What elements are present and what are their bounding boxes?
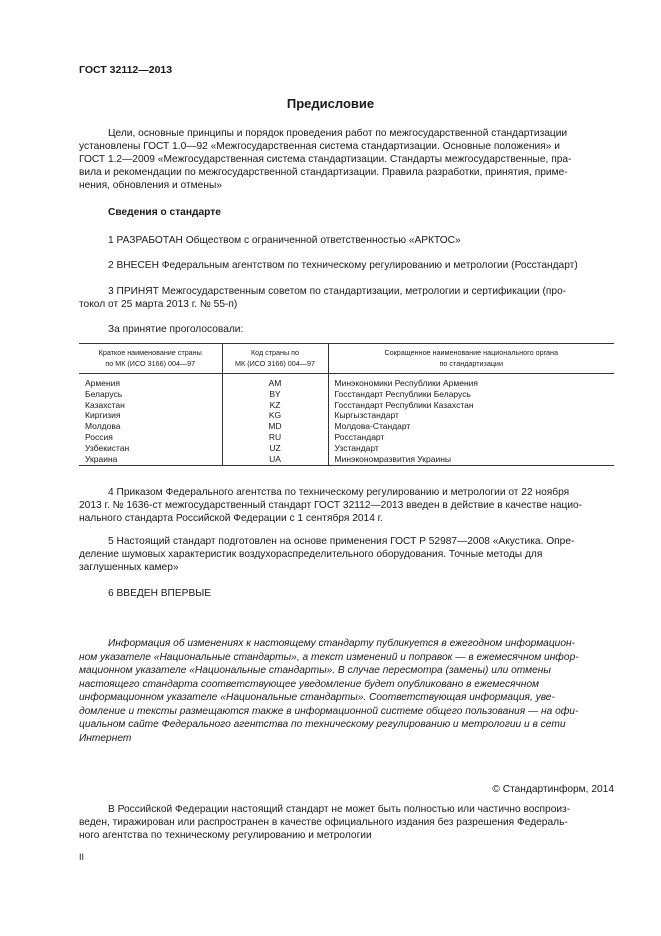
code-cell: UA	[222, 454, 328, 466]
item-based-on-line: 5 Настоящий стандарт подготовлен на основе применения ГОСТ Р 52987—2008 «Акустика. Опре-	[108, 536, 575, 547]
intro-line: нения, обновления и отмены»	[79, 180, 222, 191]
notice-line: циальном сайте Федерального агентства по техническому регулированию и метрологии и в сети	[79, 719, 566, 730]
item-first-introduced: 6 ВВЕДЕН ВПЕРВЫЕ	[108, 588, 212, 599]
item-submitted: 2 ВНЕСЕН Федеральным агентством по техническому регулированию и метрологии (Росстандарт)	[108, 260, 578, 271]
item-enacted-line: нального стандарта Российской Федерации с 1 сентября 2014 г.	[79, 513, 383, 524]
code-cell: KZ	[222, 400, 328, 411]
item-based-on-line: заглушенных камер»	[79, 562, 179, 573]
country-cell: Армения	[85, 378, 121, 388]
item-adopted	[79, 285, 614, 311]
notice-line: Информация об изменениях к настоящему стандарту публикуется в ежегодном информацион-	[108, 638, 576, 649]
country-cell: Беларусь	[85, 388, 123, 399]
table-row	[79, 410, 614, 421]
table-row	[79, 432, 614, 443]
code-cell: BY	[222, 389, 328, 400]
intro-line: ГОСТ 1.2—2009 «Межгосударственная система стандартизации. Стандарты межгосударственные, пра-	[79, 154, 572, 165]
vote-table	[79, 343, 614, 466]
item-enacted-line: 2013 г. № 1636-ст межгосударственный стандарт ГОСТ 32112—2013 введен в действие в качестве нацио-	[79, 500, 583, 511]
header-code: Код страны по МК (ИСО 3166) 004—97	[222, 344, 328, 374]
legal-line: веден, тиражирован или распространен в качестве официального издания без разрешения Федераль-	[79, 817, 568, 828]
code-cell: RU	[222, 432, 328, 443]
table-row	[79, 374, 614, 389]
header-body: Сокращенное наименование национального органа по стандартизации	[328, 344, 614, 374]
intro-line: вила и рекомендации по межгосударственной стандартизации. Правила разработки, принятия, приме-	[79, 167, 568, 178]
notice-line: домление и тексты размещаются также в информационной системе общего пользования — на офи-	[79, 705, 579, 717]
item-based-on-line: деление шумовых характеристик воздухораспределительного оборудования. Точные методы для	[79, 549, 543, 560]
body-cell: Минэкономразвития Украины	[328, 454, 614, 466]
legal-line: В Российской Федерации настоящий стандарт не может быть полностью или частично воспроиз-	[108, 804, 571, 815]
table-row	[79, 454, 614, 466]
item-enacted-line: 4 Приказом Федерального агентства по техническому регулированию и метрологии от 22 ноября	[108, 487, 570, 498]
intro-line: Цели, основные принципы и порядок проведения работ по межгосударственной стандартизации	[108, 128, 568, 139]
page-title: Предисловие	[286, 96, 375, 111]
info-heading: Сведения о стандарте	[108, 207, 221, 218]
body-cell: Узстандарт	[328, 443, 614, 454]
country-cell: Узбекистан	[85, 442, 130, 453]
country-cell: Россия	[85, 431, 113, 442]
table-row	[79, 389, 614, 400]
body-cell: Росстандарт	[328, 432, 614, 443]
body-cell: Кыргызстандарт	[328, 410, 614, 421]
code-cell: UZ	[222, 443, 328, 454]
table-row	[79, 400, 614, 411]
intro-line: установлены ГОСТ 1.0—92 «Межгосударственная система стандартизации. Основные положения» и	[79, 141, 560, 152]
voted-label: За принятие проголосовали:	[108, 324, 244, 335]
country-cell: Киргизия	[85, 410, 121, 421]
notice-line: настоящего стандарта соответствующее уведомление будет опубликовано в ежемесячном	[79, 678, 540, 690]
country-cell: Молдова	[85, 421, 121, 432]
code-cell: AM	[222, 374, 328, 389]
changes-notice	[79, 637, 614, 745]
document-header: ГОСТ 32112—2013	[79, 64, 173, 76]
code-cell: MD	[222, 421, 328, 432]
copyright-line: © Стандартинформ, 2014	[492, 784, 614, 795]
body-cell: Минэкономики Республики Армения	[328, 374, 614, 389]
intro-paragraph	[79, 127, 614, 192]
table-row	[79, 421, 614, 432]
country-cell: Украина	[79, 454, 222, 466]
table-row	[79, 443, 614, 454]
page-number: II	[79, 852, 85, 862]
notice-line: Интернет	[79, 732, 132, 744]
header-country: Краткое наименование страны по МК (ИСО 3166) 004—97	[79, 344, 222, 374]
notice-line: информационном указателе «Национальные стандарты». Соответствующая информация, уве-	[79, 692, 555, 703]
legal-line: ного агентства по техническому регулированию и метрологии	[79, 830, 372, 841]
country-cell: Казахстан	[85, 399, 125, 410]
notice-line: мационном указателе «Национальные стандарты». В случае пересмотра (замены) или отмены	[79, 665, 551, 676]
notice-line: ном указателе «Национальные стандарты», а текст изменений и поправок — в ежемесячном инфор-	[79, 651, 579, 663]
body-cell: Молдова-Стандарт	[328, 421, 614, 432]
item-based-on	[79, 535, 614, 574]
body-cell: Госстандарт Республики Беларусь	[328, 389, 614, 400]
code-cell: KG	[222, 410, 328, 421]
legal-notice	[79, 803, 614, 842]
item-enacted	[79, 486, 614, 525]
vote-table-header	[79, 344, 614, 374]
item-adopted-line: 3 ПРИНЯТ Межгосударственным советом по стандартизации, метрологии и сертификации (про-	[108, 286, 567, 297]
item-developed: 1 РАЗРАБОТАН Обществом с ограниченной ответственностью «АРКТОС»	[108, 235, 461, 246]
body-cell: Госстандарт Республики Казахстан	[328, 400, 614, 411]
item-adopted-line: токол от 25 марта 2013 г. № 55-п)	[79, 299, 238, 310]
